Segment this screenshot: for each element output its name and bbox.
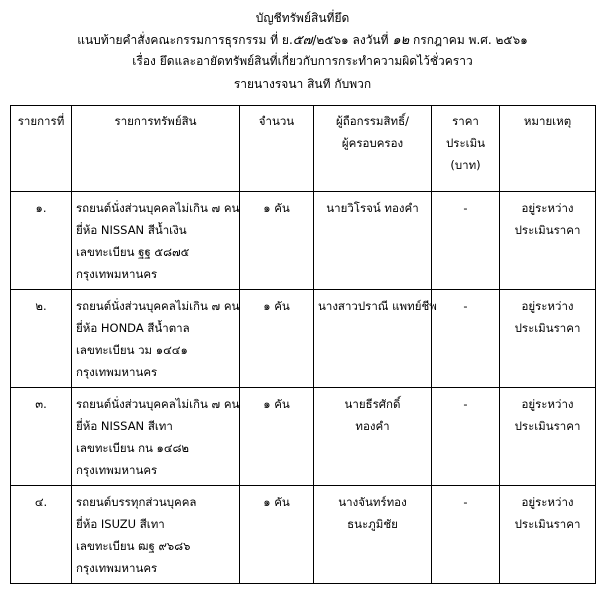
asset-brand: ยี่ห้อ NISSAN สีน้ำเงิน <box>76 223 187 237</box>
asset-plate: เลขทะเบียน วม ๑๔๔๑ <box>76 343 188 357</box>
holder-line1: นายธีรศักดิ์ <box>344 397 401 411</box>
row-price: - <box>432 290 500 388</box>
row-holder <box>314 388 432 486</box>
asset-plate: เลขทะเบียน ฒฐ ๙๖๘๖ <box>76 539 191 553</box>
table-header-row <box>11 106 596 192</box>
holder-line1: นายวิโรจน์ ทองคำ <box>326 201 419 215</box>
row-remark <box>500 388 596 486</box>
header-no-label: รายการที่ <box>17 114 65 128</box>
asset-brand: ยี่ห้อ ISUZU สีเทา <box>76 517 165 531</box>
asset-plate: เลขทะเบียน ฐฐ ๕๘๗๕ <box>76 245 190 259</box>
row-qty: ๑ คัน <box>240 388 314 486</box>
header-holder-line2: ผู้ครอบครอง <box>341 136 404 150</box>
row-remark <box>500 290 596 388</box>
header-price-line3: (บาท) <box>450 158 481 172</box>
row-price: - <box>432 486 500 584</box>
row-no: ๑. <box>11 192 72 290</box>
document-subject <box>0 53 605 69</box>
holder-line2: ทองคำ <box>355 419 390 433</box>
remark-line2: ประเมินราคา <box>514 223 581 237</box>
header-qty <box>240 106 314 192</box>
row-qty: ๑ คัน <box>240 486 314 584</box>
holder-line2: ธนะภูมิชัย <box>347 517 398 531</box>
header-remark-label: หมายเหตุ <box>523 114 572 128</box>
row-no: ๔. <box>11 486 72 584</box>
order-suffix: กรกฎาคม พ.ศ. ๒๕๖๑ <box>413 33 528 47</box>
asset-brand: ยี่ห้อ NISSAN สีเทา <box>76 419 173 433</box>
order-number-handwritten: ๕๗ <box>292 33 313 48</box>
asset-province: กรุงเทพมหานคร <box>76 561 158 575</box>
table-row <box>11 192 596 290</box>
remark-line1: อยู่ระหว่าง <box>521 397 574 411</box>
asset-province: กรุงเทพมหานคร <box>76 365 158 379</box>
header-no <box>11 106 72 192</box>
asset-province: กรุงเทพมหานคร <box>76 463 158 477</box>
header-asset <box>72 106 240 192</box>
header-price-line1: ราคา <box>452 114 479 128</box>
row-asset <box>72 486 240 584</box>
asset-brand: ยี่ห้อ HONDA สีน้ำตาล <box>76 321 190 335</box>
asset-type: รถยนต์นั่งส่วนบุคคลไม่เกิน ๗ คน <box>76 397 240 411</box>
remark-line2: ประเมินราคา <box>514 321 581 335</box>
header-qty-label: จำนวน <box>258 114 295 128</box>
row-qty: ๑ คัน <box>240 192 314 290</box>
document-owner <box>0 76 605 92</box>
row-price: - <box>432 388 500 486</box>
asset-province: กรุงเทพมหานคร <box>76 267 158 281</box>
row-price: - <box>432 192 500 290</box>
header-holder-line1: ผู้ถือกรรมสิทธิ์/ <box>336 114 409 128</box>
row-holder <box>314 290 437 388</box>
order-middle: /๒๕๖๑ ลงวันที่ <box>312 33 389 47</box>
remark-line1: อยู่ระหว่าง <box>521 201 574 215</box>
asset-type: รถยนต์นั่งส่วนบุคคลไม่เกิน ๗ คน <box>76 201 240 215</box>
row-asset <box>72 192 240 290</box>
header-remark <box>500 106 596 192</box>
remark-line1: อยู่ระหว่าง <box>521 299 574 313</box>
document-title <box>0 10 605 26</box>
table-row <box>11 486 596 584</box>
remark-line2: ประเมินราคา <box>514 517 581 531</box>
subject-text: เรื่อง ยึดและอายัดทรัพย์สินที่เกี่ยวกับการกระทำความผิดไว้ชั่วคราว <box>132 54 473 68</box>
row-no: ๒. <box>11 290 72 388</box>
row-asset <box>72 388 240 486</box>
asset-type: รถยนต์บรรทุกส่วนบุคคล <box>76 495 197 509</box>
row-qty: ๑ คัน <box>240 290 314 388</box>
header-price-line2: ประเมิน <box>445 136 486 150</box>
owner-text: รายนางรจนา สินที กับพวก <box>233 77 372 91</box>
order-reference <box>0 32 605 49</box>
remark-line2: ประเมินราคา <box>514 419 581 433</box>
table-row <box>11 388 596 486</box>
remark-line1: อยู่ระหว่าง <box>521 495 574 509</box>
row-asset <box>72 290 240 388</box>
holder-line1: นางจันทร์ทอง <box>338 495 407 509</box>
header-asset-label: รายการทรัพย์สิน <box>114 114 197 128</box>
row-holder <box>314 486 432 584</box>
asset-type: รถยนต์นั่งส่วนบุคคลไม่เกิน ๗ คน <box>76 299 240 313</box>
row-no: ๓. <box>11 388 72 486</box>
title-text: บัญชีทรัพย์สินที่ยึด <box>255 11 350 25</box>
header-holder <box>314 106 432 192</box>
order-prefix: แนบท้ายคำสั่งคณะกรรมการธุรกรรม ที่ ย. <box>77 33 293 47</box>
row-remark <box>500 486 596 584</box>
asset-table <box>10 105 596 584</box>
order-day-handwritten: ๑๒ <box>392 33 410 48</box>
row-holder <box>314 192 432 290</box>
row-remark <box>500 192 596 290</box>
header-price <box>432 106 500 192</box>
table-row <box>11 290 596 388</box>
asset-plate: เลขทะเบียน กน ๑๔๘๒ <box>76 441 190 455</box>
holder-line1: นางสาวปราณี แพทย์ชีพ <box>318 299 437 313</box>
